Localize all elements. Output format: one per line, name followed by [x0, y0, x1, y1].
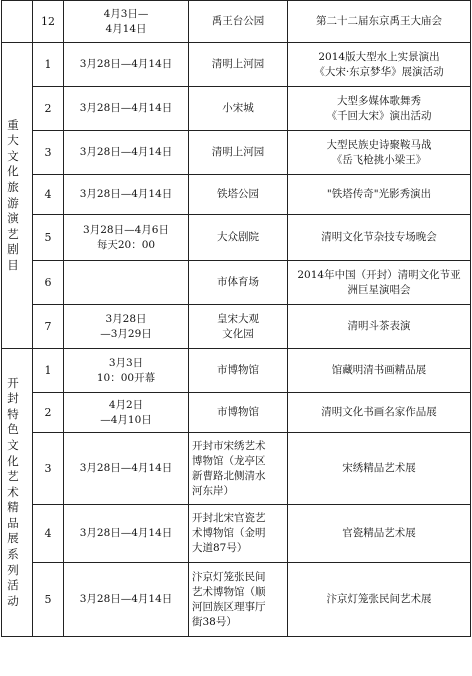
- row-event: 第二十二届东京禹王大庙会: [288, 1, 471, 43]
- row-event: 大型民族史诗聚鞍马战 《岳飞枪挑小梁王》: [288, 131, 471, 175]
- row-number: 1: [33, 43, 64, 87]
- row-date: 3月28日—4月14日: [64, 175, 189, 215]
- row-date: 3月28日—4月14日: [64, 433, 189, 505]
- table-row: [2, 393, 471, 433]
- row-venue: 禹王台公园: [189, 1, 288, 43]
- row-venue: 清明上河园: [189, 43, 288, 87]
- row-date: 4月2日 —4月10日: [64, 393, 189, 433]
- row-date: [64, 261, 189, 305]
- row-event: 汴京灯笼张民间艺术展: [288, 563, 471, 637]
- row-number: 12: [33, 1, 64, 43]
- table-row: [2, 215, 471, 261]
- row-venue: 清明上河园: [189, 131, 288, 175]
- row-event: 2014版大型水上实景演出 《大宋·东京梦华》展演活动: [288, 43, 471, 87]
- row-date: 3月28日—4月14日: [64, 505, 189, 563]
- table-row: [2, 305, 471, 349]
- table-row: [2, 131, 471, 175]
- row-event: 大型多媒体歌舞秀 《千回大宋》演出活动: [288, 87, 471, 131]
- table-row: [2, 563, 471, 637]
- row-number: 3: [33, 433, 64, 505]
- row-date: 4月3日— 4月14日: [64, 1, 189, 43]
- table-row: [2, 505, 471, 563]
- row-venue: 皇宋大观 文化园: [189, 305, 288, 349]
- row-event: 馆藏明清书画精品展: [288, 349, 471, 393]
- row-venue: 小宋城: [189, 87, 288, 131]
- row-venue: 开封市宋绣艺术 博物馆（龙亭区 新曹路北侧清水 河东岸）: [189, 433, 288, 505]
- row-number: 7: [33, 305, 64, 349]
- row-number: 3: [33, 131, 64, 175]
- row-venue: 市博物馆: [189, 393, 288, 433]
- schedule-table: [1, 0, 471, 637]
- table-row: [2, 349, 471, 393]
- row-event: "铁塔传奇"光影秀演出: [288, 175, 471, 215]
- table-row: [2, 261, 471, 305]
- row-date: 3月3日 10：00开幕: [64, 349, 189, 393]
- row-venue: 大众剧院: [189, 215, 288, 261]
- table-row: [2, 87, 471, 131]
- row-date: 3月28日—4月6日 每天20：00: [64, 215, 189, 261]
- row-date: 3月28日—4月14日: [64, 43, 189, 87]
- row-venue: 开封北宋官瓷艺 术博物馆（金明 大道87号）: [189, 505, 288, 563]
- row-number: 2: [33, 87, 64, 131]
- row-number: 1: [33, 349, 64, 393]
- row-date: 3月28日—4月14日: [64, 131, 189, 175]
- table-row: [2, 175, 471, 215]
- row-date: 3月28日—4月14日: [64, 563, 189, 637]
- row-event: 2014年中国（开封）清明文化节亚 洲巨星演唱会: [288, 261, 471, 305]
- row-number: 2: [33, 393, 64, 433]
- table-row: [2, 43, 471, 87]
- row-event: 清明文化书画名家作品展: [288, 393, 471, 433]
- row-date: 3月28日—4月14日: [64, 87, 189, 131]
- row-number: 5: [33, 563, 64, 637]
- row-number: 6: [33, 261, 64, 305]
- table-row: [2, 1, 471, 43]
- category-performances: 重大文化旅游演艺剧目: [2, 43, 33, 349]
- row-number: 4: [33, 505, 64, 563]
- row-venue: 铁塔公园: [189, 175, 288, 215]
- row-event: 宋绣精品艺术展: [288, 433, 471, 505]
- row-number: 5: [33, 215, 64, 261]
- category-cell-top: [2, 1, 33, 43]
- row-date: 3月28日 —3月29日: [64, 305, 189, 349]
- row-number: 4: [33, 175, 64, 215]
- row-event: 清明文化节杂技专场晚会: [288, 215, 471, 261]
- row-event: 清明斗茶表演: [288, 305, 471, 349]
- row-venue: 汴京灯笼张民间 艺术博物馆（顺 河回族区理事厅 街38号）: [189, 563, 288, 637]
- row-event: 官瓷精品艺术展: [288, 505, 471, 563]
- row-venue: 市体育场: [189, 261, 288, 305]
- table-row: [2, 433, 471, 505]
- row-venue: 市博物馆: [189, 349, 288, 393]
- category-exhibitions: 开封特色文化艺术精品展系列活动: [2, 349, 33, 637]
